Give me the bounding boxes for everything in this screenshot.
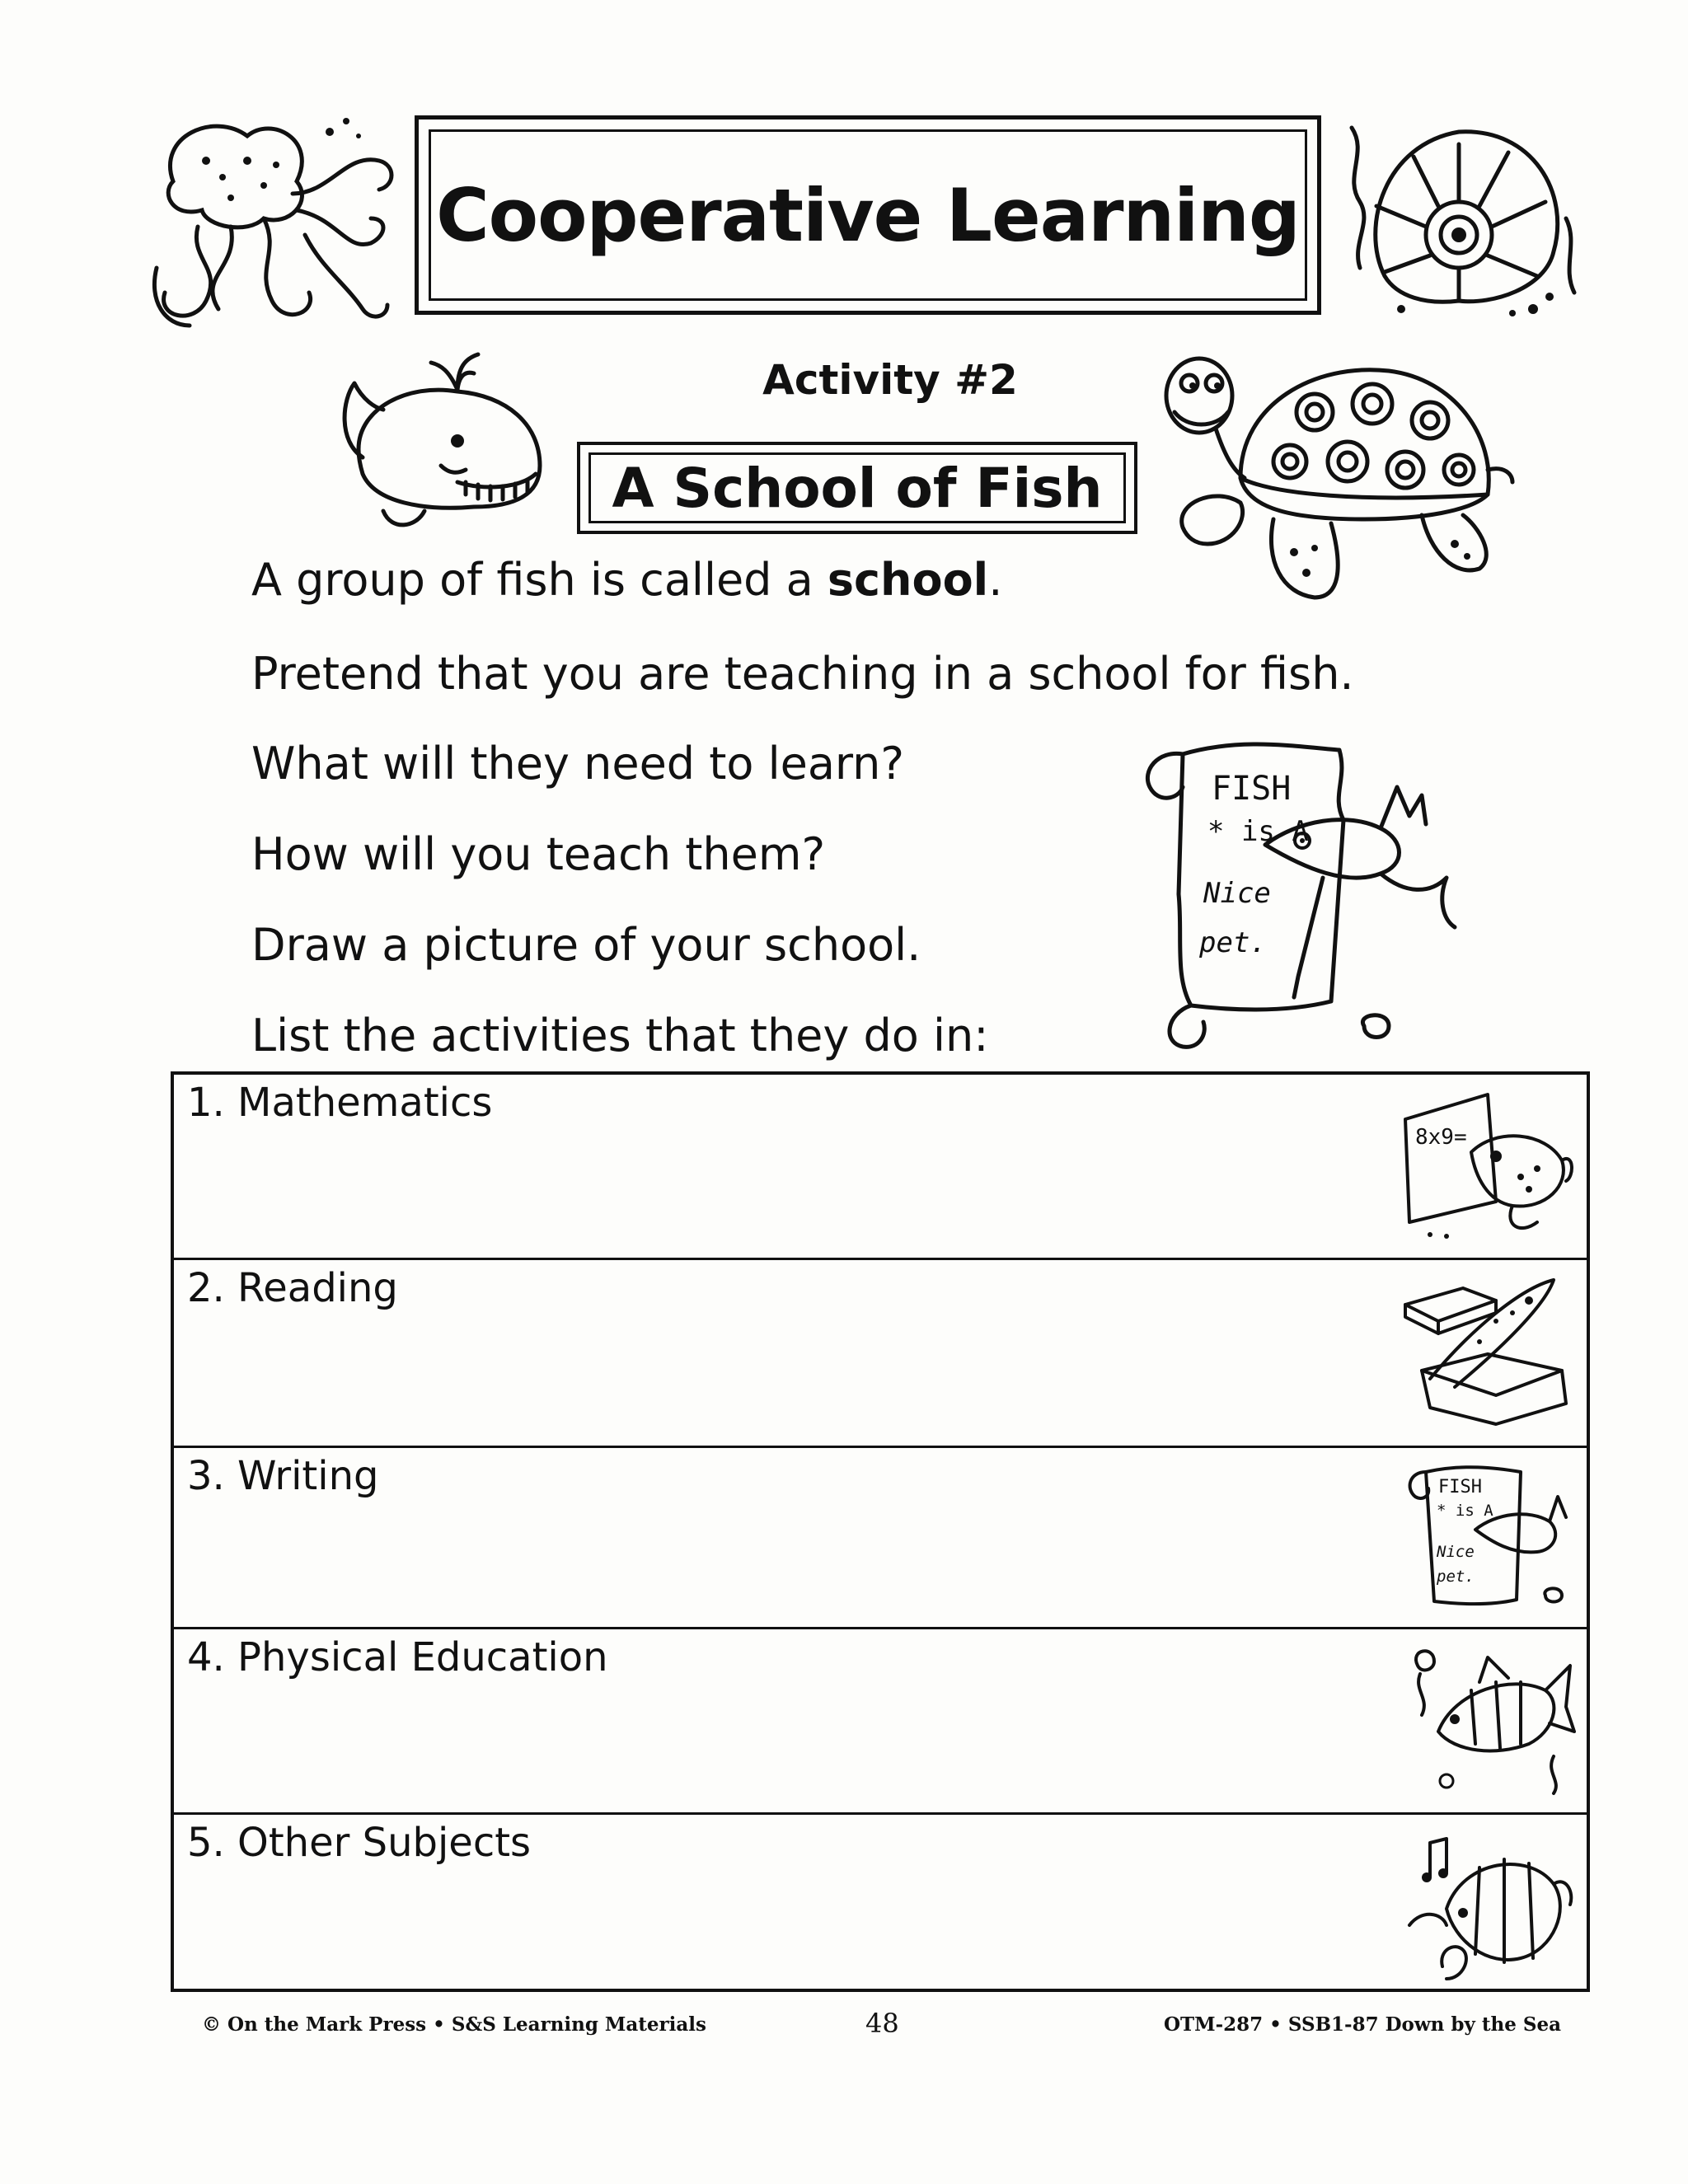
intro-line-4: How will you teach them? bbox=[251, 828, 826, 880]
intro-line-2: Pretend that you are teaching in a school for fish. bbox=[251, 648, 1354, 700]
subject-label-physical-education: 4. Physical Education bbox=[187, 1634, 608, 1680]
title-banner bbox=[415, 115, 1321, 315]
jellyfish-seaweed-illustration bbox=[140, 103, 404, 342]
subject-label-reading: 2. Reading bbox=[187, 1265, 398, 1311]
turtle-icon bbox=[1150, 346, 1521, 626]
activity-number: Activity #2 bbox=[762, 356, 1018, 404]
intro-line-5: Draw a picture of your school. bbox=[251, 919, 921, 971]
intro-line-1: A group of fish is called a school. bbox=[251, 554, 1003, 606]
table-row bbox=[174, 1260, 1587, 1448]
fish-music-icon bbox=[1397, 1826, 1578, 1983]
footer-product-code: OTM-287 • SSB1-87 Down by the Sea bbox=[1164, 2013, 1562, 2036]
fish-swimming-icon bbox=[1397, 1641, 1578, 1797]
table-row bbox=[174, 1629, 1587, 1815]
chalkboard-text: 8x9= bbox=[1415, 1125, 1467, 1150]
intro-line-3: What will they need to learn? bbox=[251, 738, 905, 790]
page-number: 48 bbox=[865, 2008, 899, 2039]
subjects-table bbox=[171, 1071, 1590, 1992]
scroll-text-4: pet. bbox=[1199, 926, 1267, 959]
table-row bbox=[174, 1448, 1587, 1629]
small-scroll-text-3: Nice bbox=[1437, 1543, 1475, 1561]
footer-copyright: © On the Mark Press • S&S Learning Materials bbox=[202, 2013, 706, 2036]
subject-label-other-subjects: 5. Other Subjects bbox=[187, 1820, 532, 1866]
small-scroll-text-4: pet. bbox=[1437, 1568, 1475, 1586]
small-scroll-text-1: FISH bbox=[1438, 1477, 1482, 1497]
page-title: Cooperative Learning bbox=[436, 172, 1300, 258]
scroll-text-2: * is A bbox=[1207, 815, 1309, 848]
fish-writing-scroll-icon bbox=[1397, 1460, 1578, 1616]
fish-reading-books-icon bbox=[1397, 1272, 1578, 1428]
subject-label-mathematics: 1. Mathematics bbox=[187, 1080, 493, 1126]
table-row bbox=[174, 1075, 1587, 1260]
fish-chalkboard-icon bbox=[1397, 1086, 1578, 1243]
intro-line-6: List the activities that they do in: bbox=[251, 1010, 989, 1062]
table-row bbox=[174, 1815, 1587, 1995]
fish-writing-scroll-illustration bbox=[1133, 729, 1479, 1059]
subject-label-writing: 3. Writing bbox=[187, 1453, 379, 1499]
activity-title-box bbox=[577, 442, 1137, 534]
whale-icon bbox=[334, 350, 556, 540]
scroll-text-1: FISH bbox=[1212, 770, 1292, 808]
scroll-text-3: Nice bbox=[1203, 877, 1271, 910]
activity-title: A School of Fish bbox=[612, 456, 1103, 520]
seashell-seaweed-illustration bbox=[1335, 111, 1582, 326]
small-scroll-text-2: * is A bbox=[1437, 1502, 1493, 1520]
